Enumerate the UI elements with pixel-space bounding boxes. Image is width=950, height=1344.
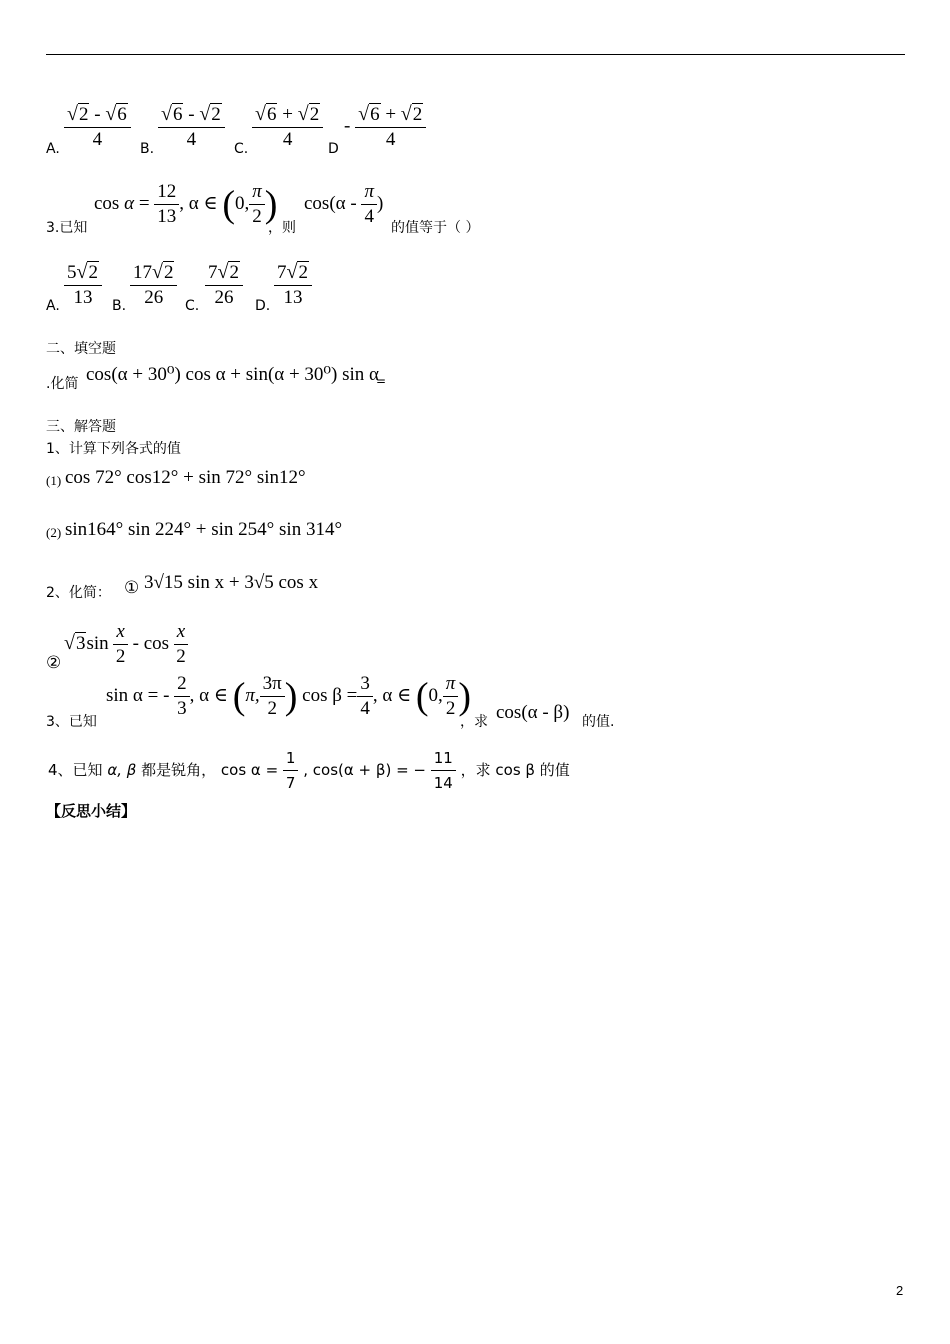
- problem3-target: cos(α - β): [496, 702, 570, 723]
- problem3-title: 3、已知: [46, 714, 97, 730]
- q3-option-b: $\frac{17√2}{26}$: [130, 260, 177, 310]
- header-rule: [46, 54, 905, 55]
- section3-title: 三、解答题: [46, 419, 116, 435]
- option-c-letter: C.: [234, 141, 249, 157]
- problem2-expression-1: 3√15 sin x + 3√5 cos x: [144, 572, 319, 593]
- problem1a-expression: cos 72° cos12° + sin 72° sin12°: [65, 467, 306, 488]
- problem2-circle-1: ①: [124, 578, 140, 597]
- option-d-fraction: - $\frac{√6 + √2}{4}$: [344, 102, 426, 152]
- q3-option-c: $\frac{7√2}{26}$: [205, 260, 243, 310]
- q3-option-b-letter: B.: [112, 298, 127, 314]
- problem2-expression-2: √3sin $\frac{x}{2}$ - cos $\frac{x}{2}$: [64, 620, 188, 669]
- q3-suffix: 的值等于（ ）: [391, 220, 480, 236]
- problem3-suffix: 的值.: [582, 714, 615, 730]
- q3-condition: cos α = $\frac{12}{13}$ , α ∈ (0, $\frac{\pi}{2}$ ): [94, 181, 278, 227]
- q3-option-d-letter: D.: [255, 298, 271, 314]
- page-number: 2: [896, 1283, 904, 1298]
- problem1a-label: (1): [46, 473, 62, 488]
- q3-option-a: $\frac{5√2}{13}$: [64, 260, 102, 310]
- section2-expression: cos(α + 30⁰) cos α + sin(α + 30⁰) sin α: [86, 364, 380, 385]
- problem2-circle-2: ②: [46, 653, 62, 672]
- option-a-letter: A.: [46, 141, 60, 157]
- q3-option-d: $\frac{7√2}{13}$: [274, 260, 312, 310]
- q3-option-a-letter: A.: [46, 298, 60, 314]
- option-d-letter: D: [328, 141, 339, 157]
- q3-then: ，则: [268, 220, 296, 236]
- problem2-title: 2、化简：: [46, 585, 111, 601]
- summary-heading: 【反思小结】: [46, 802, 137, 820]
- section2-prefix: .化简: [46, 376, 79, 392]
- problem3-condition: sin α = - $\frac{2}{3}$ , α ∈ (π, $\frac{3\pi}{2}$ ) cos β = $\frac{3}{4}$ , α ∈ (0, $\frac{\pi}{2}$ ): [106, 673, 471, 719]
- problem1b-label: (2): [46, 525, 62, 540]
- option-b-letter: B.: [140, 141, 155, 157]
- option-b-fraction: $\frac{√6 - √2}{4}$: [158, 102, 225, 152]
- section2-equals: =: [376, 374, 387, 388]
- problem3-ask: ，求: [460, 714, 488, 730]
- problem1-title: 1、计算下列各式的值: [46, 441, 181, 457]
- q3-option-c-letter: C.: [185, 298, 200, 314]
- problem1b-expression: sin164° sin 224° + sin 254° sin 314°: [65, 519, 343, 540]
- option-a-fraction: $\frac{√2 - √6}{4}$: [64, 102, 131, 152]
- problem4: 4、已知 α, β 都是锐角， cos α = $\frac{1}{7}$ , cos(α + β) = − $\frac{11}{14}$ ，求 cos β 的值: [48, 746, 570, 795]
- option-c-fraction: $\frac{√6 + √2}{4}$: [252, 102, 323, 152]
- q3-prefix: 3.已知: [46, 220, 88, 236]
- q3-target-expr: cos(α - $\frac{\pi}{4}$ ): [304, 181, 384, 227]
- section2-title: 二、填空题: [46, 341, 116, 357]
